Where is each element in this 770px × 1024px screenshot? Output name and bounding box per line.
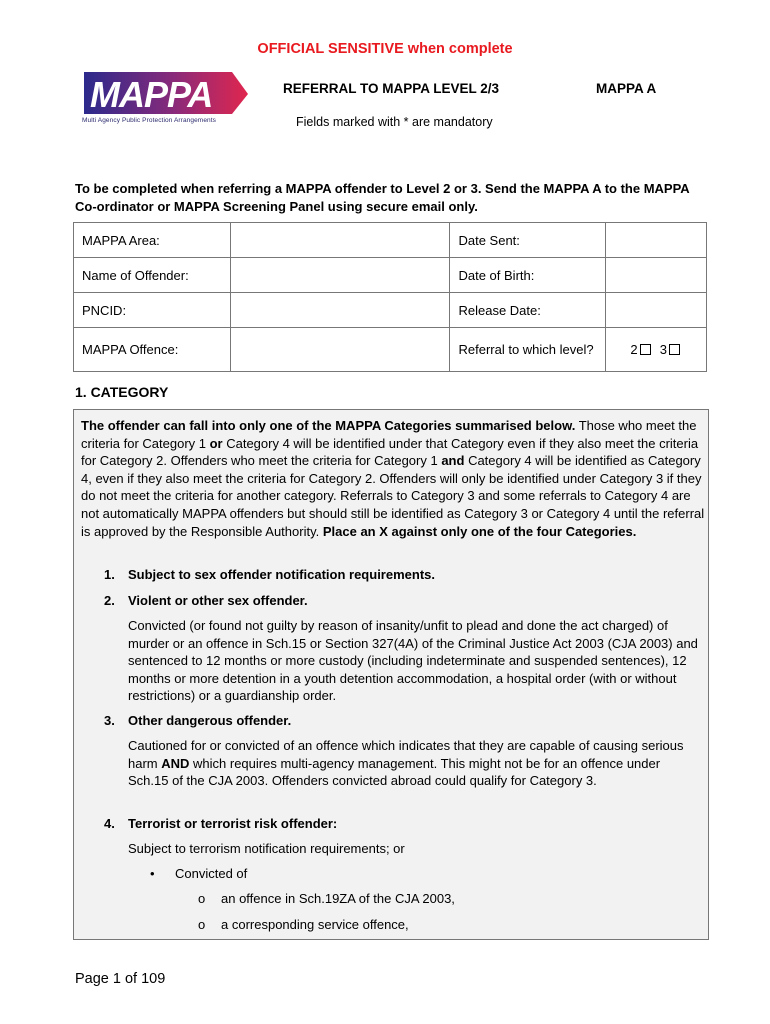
- category-intro-text-3: Category 4 will be identified as Category 4, even if they also meet the criteria for Category 2. Offenders will only be identified under Category 3 if they do not meet the criteria for another category. Referrals to Category 3 and some referrals to Category 4 are not automatically MAPPA offenders but should still be identified as Category 3 or Category 4 until the referral is approved by the Responsible Authority.: [81, 453, 705, 539]
- mandatory-note: Fields marked with * are mandatory: [296, 115, 493, 129]
- date-sent-label: Date Sent:: [450, 223, 606, 258]
- level-2-checkbox[interactable]: [640, 344, 651, 355]
- category-4-title[interactable]: Terrorist or terrorist risk offender:: [128, 816, 338, 831]
- date-sent-field[interactable]: [606, 223, 707, 258]
- offence-field[interactable]: [230, 328, 450, 372]
- table-row: [74, 258, 707, 293]
- table-row: [74, 328, 707, 372]
- pncid-field[interactable]: [230, 293, 450, 328]
- page-number: Page 1 of 109: [75, 971, 166, 987]
- category-4-sub-2: a corresponding service offence,: [221, 917, 409, 932]
- mappa-area-field[interactable]: [230, 223, 450, 258]
- release-date-label: Release Date:: [450, 293, 606, 328]
- form-code: MAPPA A: [596, 81, 657, 96]
- category-3-text-a: Cautioned for or convicted of an offence which indicates that they are capable of causing serious harm: [128, 738, 684, 771]
- category-2-title[interactable]: Violent or other sex offender.: [128, 593, 308, 608]
- level-3-label: 3: [659, 342, 668, 357]
- level-2-label: 2: [630, 342, 638, 357]
- release-date-field[interactable]: [606, 293, 707, 328]
- table-row: [74, 223, 707, 258]
- category-instruction: Place an X against only one of the four Categories.: [322, 523, 637, 539]
- level-3-checkbox[interactable]: [669, 344, 680, 355]
- form-title: REFERRAL TO MAPPA LEVEL 2/3: [283, 81, 500, 96]
- offender-name-label: Name of Offender:: [74, 258, 231, 293]
- offender-details-table: [73, 222, 707, 372]
- category-4-number: 4.: [104, 816, 115, 831]
- category-3-text-b: which requires multi-agency management. This might not be for an offence under Sch.15 of the CJA 2003. Offenders convicted abroad could qualify for Category 3.: [128, 755, 661, 789]
- referral-level-label: Referral to which level?: [450, 328, 606, 372]
- table-row: [74, 293, 707, 328]
- sub-glyph: o: [198, 891, 206, 906]
- category-2-description: Convicted (or found not guilty by reason of insanity/unfit to plead and done the act charged) of murder or an offence in Sch.15 or Section 327(4A) of the Criminal Justice Act 2003 (CJA 2003) and sentenced to 12 months or more custody (including indeterminate and suspended sentences), 12 months or more detention in a youth detention accommodation, a hospital order (with or without restrictions) or a guardianship order.: [128, 618, 698, 704]
- category-3-description: [128, 737, 700, 790]
- category-3-number: 3.: [104, 713, 115, 728]
- dob-label: Date of Birth:: [450, 258, 606, 293]
- category-heading: 1. CATEGORY: [75, 384, 169, 400]
- bullet-glyph: •: [150, 866, 155, 881]
- category-4-sub-1: an offence in Sch.19ZA of the CJA 2003,: [221, 891, 455, 906]
- sub-glyph: o: [198, 917, 206, 932]
- category-intro: [81, 417, 705, 540]
- offence-label: MAPPA Offence:: [74, 328, 231, 372]
- classification-banner: OFFICIAL SENSITIVE when complete: [257, 41, 513, 57]
- logo-wordmark: MAPPA: [90, 74, 213, 115]
- category-intro-and: and: [441, 453, 465, 469]
- offender-name-field[interactable]: [230, 258, 450, 293]
- pncid-label: PNCID:: [74, 293, 231, 328]
- category-2-number: 2.: [104, 593, 115, 608]
- category-intro-text-1: Those who meet the criteria for Category 1: [81, 418, 697, 451]
- category-intro-or: or: [209, 435, 223, 451]
- category-3-and: AND: [161, 755, 190, 771]
- logo-subtitle: Multi Agency Public Protection Arrangements: [82, 117, 217, 124]
- category-4-description: Subject to terrorism notification requirements; or: [128, 841, 405, 856]
- intro-instructions: To be completed when referring a MAPPA offender to Level 2 or 3. Send the MAPPA A to the MAPPA Co-ordinator or MAPPA Screening Panel using secure email only.: [75, 181, 690, 214]
- category-4-bullet: Convicted of: [175, 866, 248, 881]
- mappa-area-label: MAPPA Area:: [74, 223, 231, 258]
- dob-field[interactable]: [606, 258, 707, 293]
- category-3-title[interactable]: Other dangerous offender.: [128, 713, 292, 728]
- category-intro-text-2: Category 4 will be identified under that Category even if they also meet the criteria for Category 2. Offenders who meet the criteria for Category 1: [81, 435, 699, 469]
- category-1-number: 1.: [104, 567, 115, 582]
- referral-level-options: [606, 328, 707, 372]
- category-1-title[interactable]: Subject to sex offender notification requirements.: [128, 567, 435, 582]
- category-intro-bold: The offender can fall into only one of the MAPPA Categories summarised below.: [81, 418, 576, 433]
